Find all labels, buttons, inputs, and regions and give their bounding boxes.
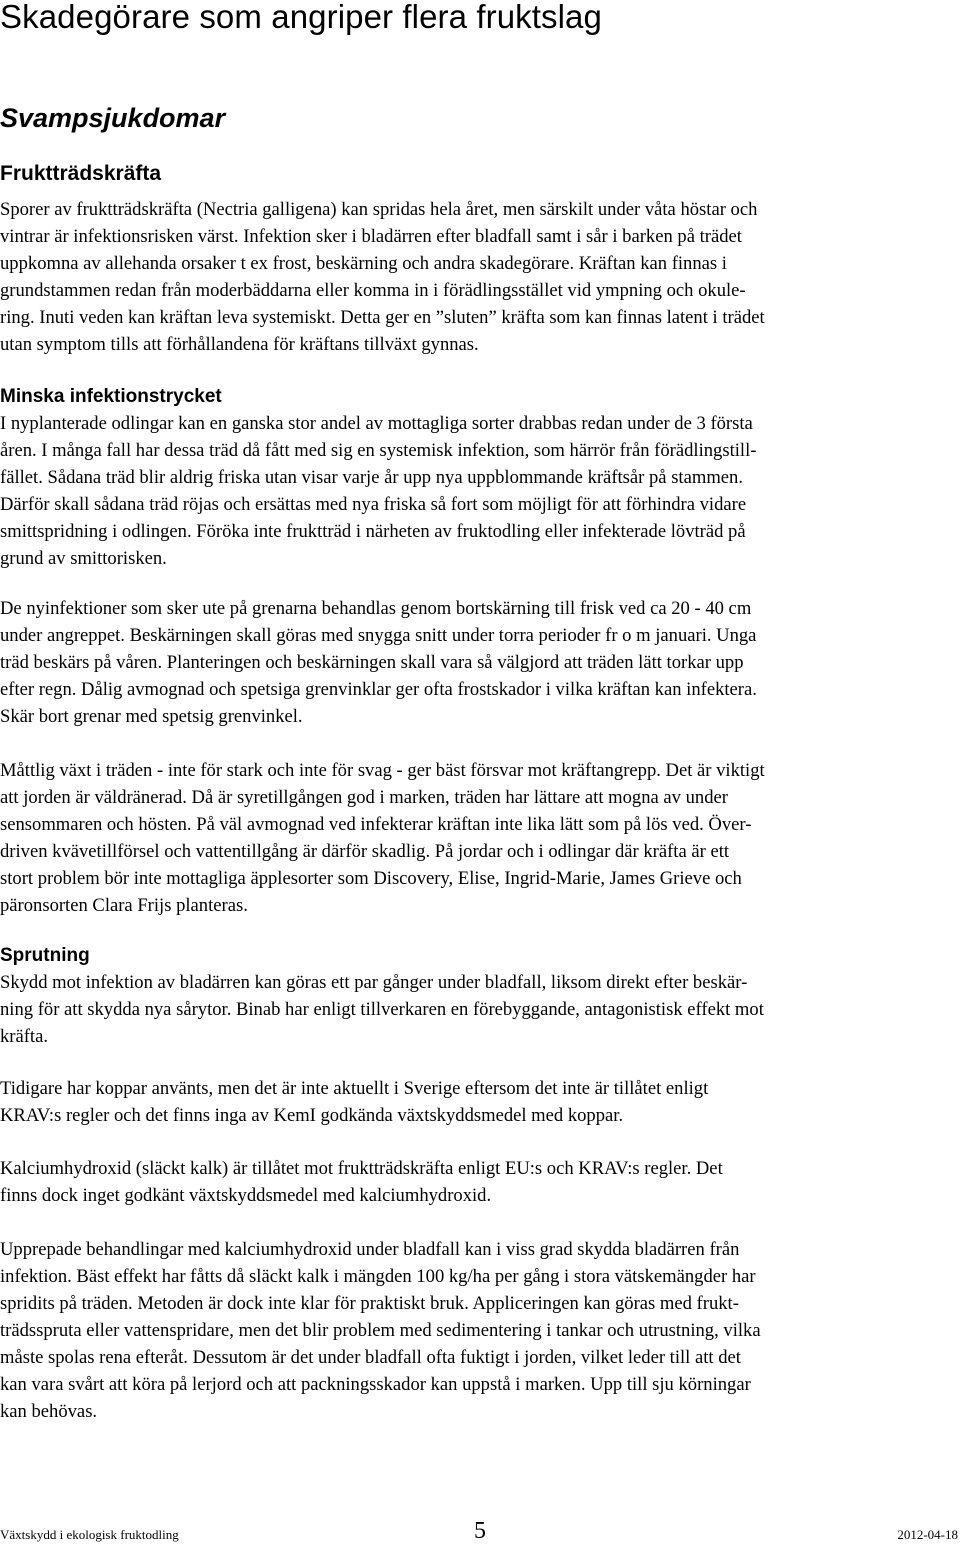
page-title: Skadegörare som angriper flera fruktslag — [0, 0, 602, 35]
text-line: kan behövas. — [0, 1401, 98, 1422]
text-line: spridits på träden. Metoden är dock inte klar för praktiskt bruk. Appliceringen kan göras med frukt- — [0, 1293, 739, 1314]
paragraph-mattlig-vaxt — [0, 757, 960, 919]
text-line: ning för att skydda nya sårytor. Binab har enligt tillverkaren en förebyggande, antagonistisk effekt mot — [0, 999, 764, 1020]
text-line: kräfta. — [0, 1026, 49, 1047]
text-line: driven kvävetillförsel och vattentillgång är därför skadlig. På jordar och i odlingar där kräfta är ett — [0, 841, 730, 862]
paragraph-intro — [0, 196, 960, 358]
text-line: efter regn. Dålig avmognad och spetsiga grenvinklar ger ofta frostskador i vilka kräftan kan infektera. — [0, 679, 757, 700]
text-line: infektion. Bäst effekt har fåtts då släckt kalk i mängden 100 kg/ha per gång i stora vätskemängder har — [0, 1266, 756, 1287]
text-line: Tidigare har koppar använts, men det är inte aktuellt i Sverige eftersom det inte är tillåtet enligt — [0, 1078, 709, 1099]
text-line: under angreppet. Beskärningen skall göras med snygga snitt under torra perioder fr o m januari. Unga — [0, 625, 757, 646]
text-line: De nyinfektioner som sker ute på grenarna behandlas genom bortskärning till frisk ved ca 20 - 40 cm — [0, 598, 752, 619]
paragraph-heading: Minska infektionstrycket — [0, 386, 222, 407]
section-heading: Svampsjukdomar — [0, 103, 226, 133]
text-line: fället. Sådana träd blir aldrig friska utan visar varje år upp nya uppblommande kräftsår på stammen. — [0, 467, 743, 488]
paragraph-minska-infektionstrycket — [0, 383, 960, 572]
text-line: träd beskärs på våren. Planteringen och beskärningen skall vara så välgjord att träden lätt torkar upp — [0, 652, 744, 673]
footer-document-title: Växtskydd i ekologisk fruktodling — [0, 1527, 179, 1542]
text-line: grund av smittorisken. — [0, 548, 167, 569]
text-line: I nyplanterade odlingar kan en ganska stor andel av mottagliga sorter drabbas redan under de 3 första — [0, 413, 753, 434]
text-line: uppkomna av allehanda orsaker t ex frost, beskärning och andra skadegörare. Kräftan kan finnas i — [0, 253, 727, 274]
text-line: trädsspruta eller vattenspridare, men det blir problem med sedimentering i tankar och utrustning, vilka — [0, 1320, 761, 1341]
text-line: Därför skall sådana träd röjas och ersättas med nya friska så fort som möjligt för att förhindra vidare — [0, 494, 747, 515]
text-line: att jorden är väldränerad. Då är syretillgången god i marken, träden har lättare att mogna av under — [0, 787, 728, 808]
text-line: finns dock inget godkänt växtskyddsmedel med kalciumhydroxid. — [0, 1185, 492, 1206]
text-line: stort problem bör inte mottagliga äpplesorter som Discovery, Elise, Ingrid-Marie, James Grieve och — [0, 868, 742, 889]
text-line: Upprepade behandlingar med kalciumhydroxid under bladfall kan i viss grad skydda bladärren från — [0, 1239, 740, 1260]
text-line: smittspridning i odlingen. Föröka inte fruktträd i närheten av fruktodling eller infekterade lövträd på — [0, 521, 746, 542]
text-line: åren. I många fall har dessa träd då fått med sig en systemisk infektion, som härrör från förädlingstill- — [0, 440, 757, 461]
text-line: grundstammen redan från moderbäddarna eller komma in i förädlingsstället vid ympning och okule- — [0, 280, 746, 301]
text-line: Måttlig växt i träden - inte för stark och inte för svag - ger bäst försvar mot kräftangrepp. Det är viktigt — [0, 760, 765, 781]
footer-date: 2012-04-18 — [897, 1527, 958, 1542]
paragraph-koppar — [0, 1075, 960, 1129]
footer-page-number: 5 — [474, 1518, 486, 1544]
text-line: Skär bort grenar med spetsig grenvinkel. — [0, 706, 303, 727]
text-line: sensommaren och hösten. På väl avmognad ved infekterar kräftan inte lika lätt som på lös ved. Över- — [0, 814, 752, 835]
text-line: Sporer av fruktträdskräfta (Nectria galligena) kan spridas hela året, men särskilt under våta höstar och — [0, 199, 758, 220]
text-line: ring. Inuti veden kan kräftan leva systemiskt. Detta ger en ”sluten” kräfta som kan finnas latent i trädet — [0, 307, 765, 328]
paragraph-kalciumhydroxid — [0, 1155, 960, 1209]
paragraph-sprutning — [0, 942, 960, 1050]
text-line: KRAV:s regler och det finns inga av KemI godkända växtskyddsmedel med koppar. — [0, 1105, 624, 1126]
text-line: vintrar är infektionsrisken värst. Infektion sker i bladärren efter bladfall samt i sår i barken på trädet — [0, 226, 742, 247]
paragraph-upprepade-behandlingar — [0, 1236, 960, 1425]
subsection-heading: Fruktträdskräfta — [0, 162, 162, 185]
paragraph-heading: Sprutning — [0, 945, 90, 966]
text-line: utan symptom tills att förhållandena för kräftans tillväxt gynnas. — [0, 334, 479, 355]
text-line: Kalciumhydroxid (släckt kalk) är tillåtet mot fruktträdskräfta enligt EU:s och KRAV:s regler. Det — [0, 1158, 723, 1179]
text-line: Skydd mot infektion av bladärren kan göras ett par gånger under bladfall, liksom direkt efter beskär- — [0, 972, 748, 993]
text-line: päronsorten Clara Frijs planteras. — [0, 895, 248, 916]
text-line: måste spolas rena efteråt. Dessutom är det under bladfall ofta fuktigt i jorden, vilket leder till att det — [0, 1347, 741, 1368]
paragraph-bortskarning — [0, 595, 960, 730]
text-line: kan vara svårt att köra på lerjord och att packningsskador kan uppstå i marken. Upp till sju körningar — [0, 1374, 751, 1395]
